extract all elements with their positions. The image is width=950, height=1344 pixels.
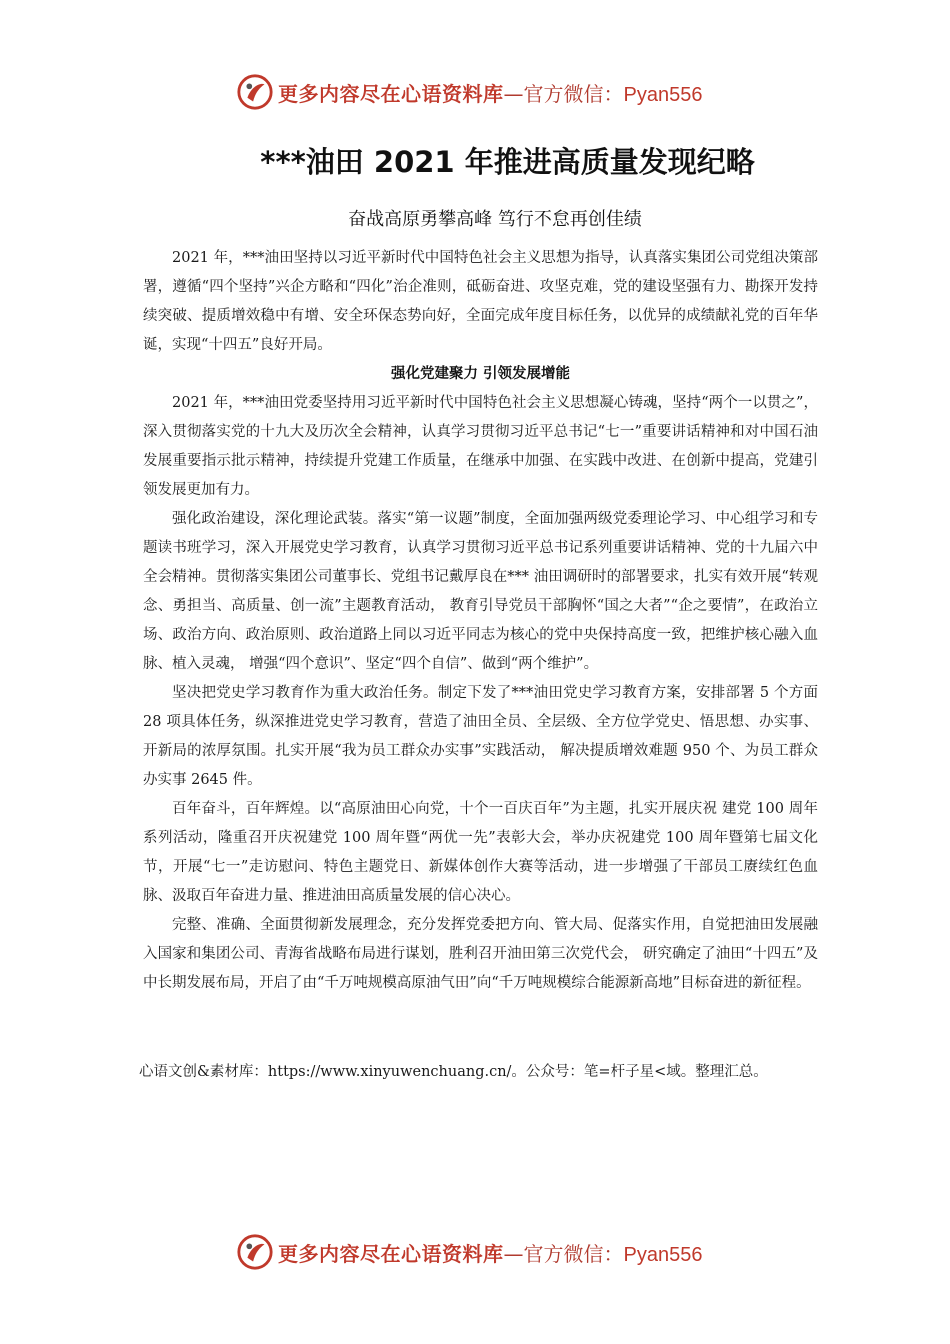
header-watermark-banner [236, 72, 756, 112]
source-footer-line: 心语文创&素材库：https://www.xinyuwenchuang.cn/。公众号：笔=杆子星<域。整理汇总。 [139, 1064, 768, 1080]
document-body [143, 244, 818, 998]
document-title: ***油田 2021 年推进高质量发现纪略 [260, 145, 755, 179]
paragraph-intro: 2021 年，***油田坚持以习近平新时代中国特色社会主义思想为指导，认真落实集团公司党组决策部署，遵循“四个坚持”兴企方略和“四化”治企准则，砥砺奋进、攻坚克难，党的建设坚强有力、勘探开发持续突破、提质增效稳中有增、安全环保态势向好，全面完成年度目标任务，以优异的成绩献礼党的百年华诞，实现“十四五”良好开局。 [143, 250, 818, 353]
banner-wechat-label: —官方微信： [503, 81, 624, 106]
banner-wechat [504, 78, 703, 107]
paragraph-party-history: 坚决把党史学习教育作为重大政治任务。制定下发了***油田党史学习教育方案，安排部署 5 个方面 28 项具体任务，纵深推进党史学习教育，营造了油田全员、全层级、全方位学党史、悟思想、办实事、开新局的浓厚氛围。扎实开展“我为员工群众办实事”实践活动， 解决提质增效难题 950 个、为员工群众办实事 2645 件。 [143, 685, 818, 788]
paragraph-party-building: 2021 年，***油田党委坚持用习近平新时代中国特色社会主义思想凝心铸魂，坚持“两个一以贯之”，深入贯彻落实党的十九大及历次全会精神，认真学习贯彻习近平总书记“七一”重要讲话精神和对中国石油发展重要指示批示精神，持续提升党建工作质量，在继承中加强、在实践中改进、在创新中提高，党建引领发展更加有力。 [143, 395, 818, 498]
banner-wechat-label: —官方微信： [503, 1241, 624, 1266]
document-subtitle: 奋战高原勇攀高峰 笃行不怠再创佳绩 [348, 209, 642, 230]
banner-text: 更多内容尽在心语资料库 [278, 81, 504, 106]
banner-wechat-id: Pyan556 [623, 1243, 703, 1266]
banner-text: 更多内容尽在心语资料库 [278, 1241, 504, 1266]
footer-watermark-banner [236, 1232, 756, 1272]
paragraph-centennial: 百年奋斗，百年辉煌。以“高原油田心向党，十个一百庆百年”为主题，扎实开展庆祝 建党 100 周年系列活动，隆重召开庆祝建党 100 周年暨“两优一先”表彰大会，举办庆祝建党 100 周年暨第七届文化节，开展“七一”走访慰问、特色主题党日、新媒体创作大赛等活动，进一步增强了干部员工赓续红色血脉、汲取百年奋进力量、推进油田高质量发展的信心决心。 [143, 801, 818, 904]
paragraph-political-construction: 强化政治建设，深化理论武装。落实“第一议题”制度，全面加强两级党委理论学习、中心组学习和专题读书班学习，深入开展党史学习教育，认真学习贯彻习近平总书记系列重要讲话精神、党的十九届六中全会精神。贯彻落实集团公司董事长、党组书记戴厚良在*** 油田调研时的部署要求，扎实有效开展“转观念、勇担当、高质量、创一流”主题教育活动， 教育引导党员干部胸怀“国之大者”“企之要情”，在政治立场、政治方向、政治原则、政治道路上同以习近平同志为核心的党中央保持高度一致，把维护核心融入血脉、植入灵魂， 增强“四个意识”、坚定“四个自信”、做到“两个维护”。 [143, 511, 818, 672]
banner-wechat [504, 1238, 703, 1267]
section-heading: 强化党建聚力 引领发展增能 [390, 366, 571, 382]
brand-logo-icon [236, 1233, 274, 1271]
brand-logo-icon [236, 73, 274, 111]
paragraph-new-development: 完整、准确、全面贯彻新发展理念，充分发挥党委把方向、管大局、促落实作用，自觉把油田发展融入国家和集团公司、青海省战略布局进行谋划，胜利召开油田第三次党代会， 研究确定了油田“十四五”及中长期发展布局，开启了由“千万吨规模高原油气田”向“千万吨规模综合能源新高地”目标奋进的新征程。 [143, 917, 818, 991]
banner-wechat-id: Pyan556 [623, 83, 703, 106]
